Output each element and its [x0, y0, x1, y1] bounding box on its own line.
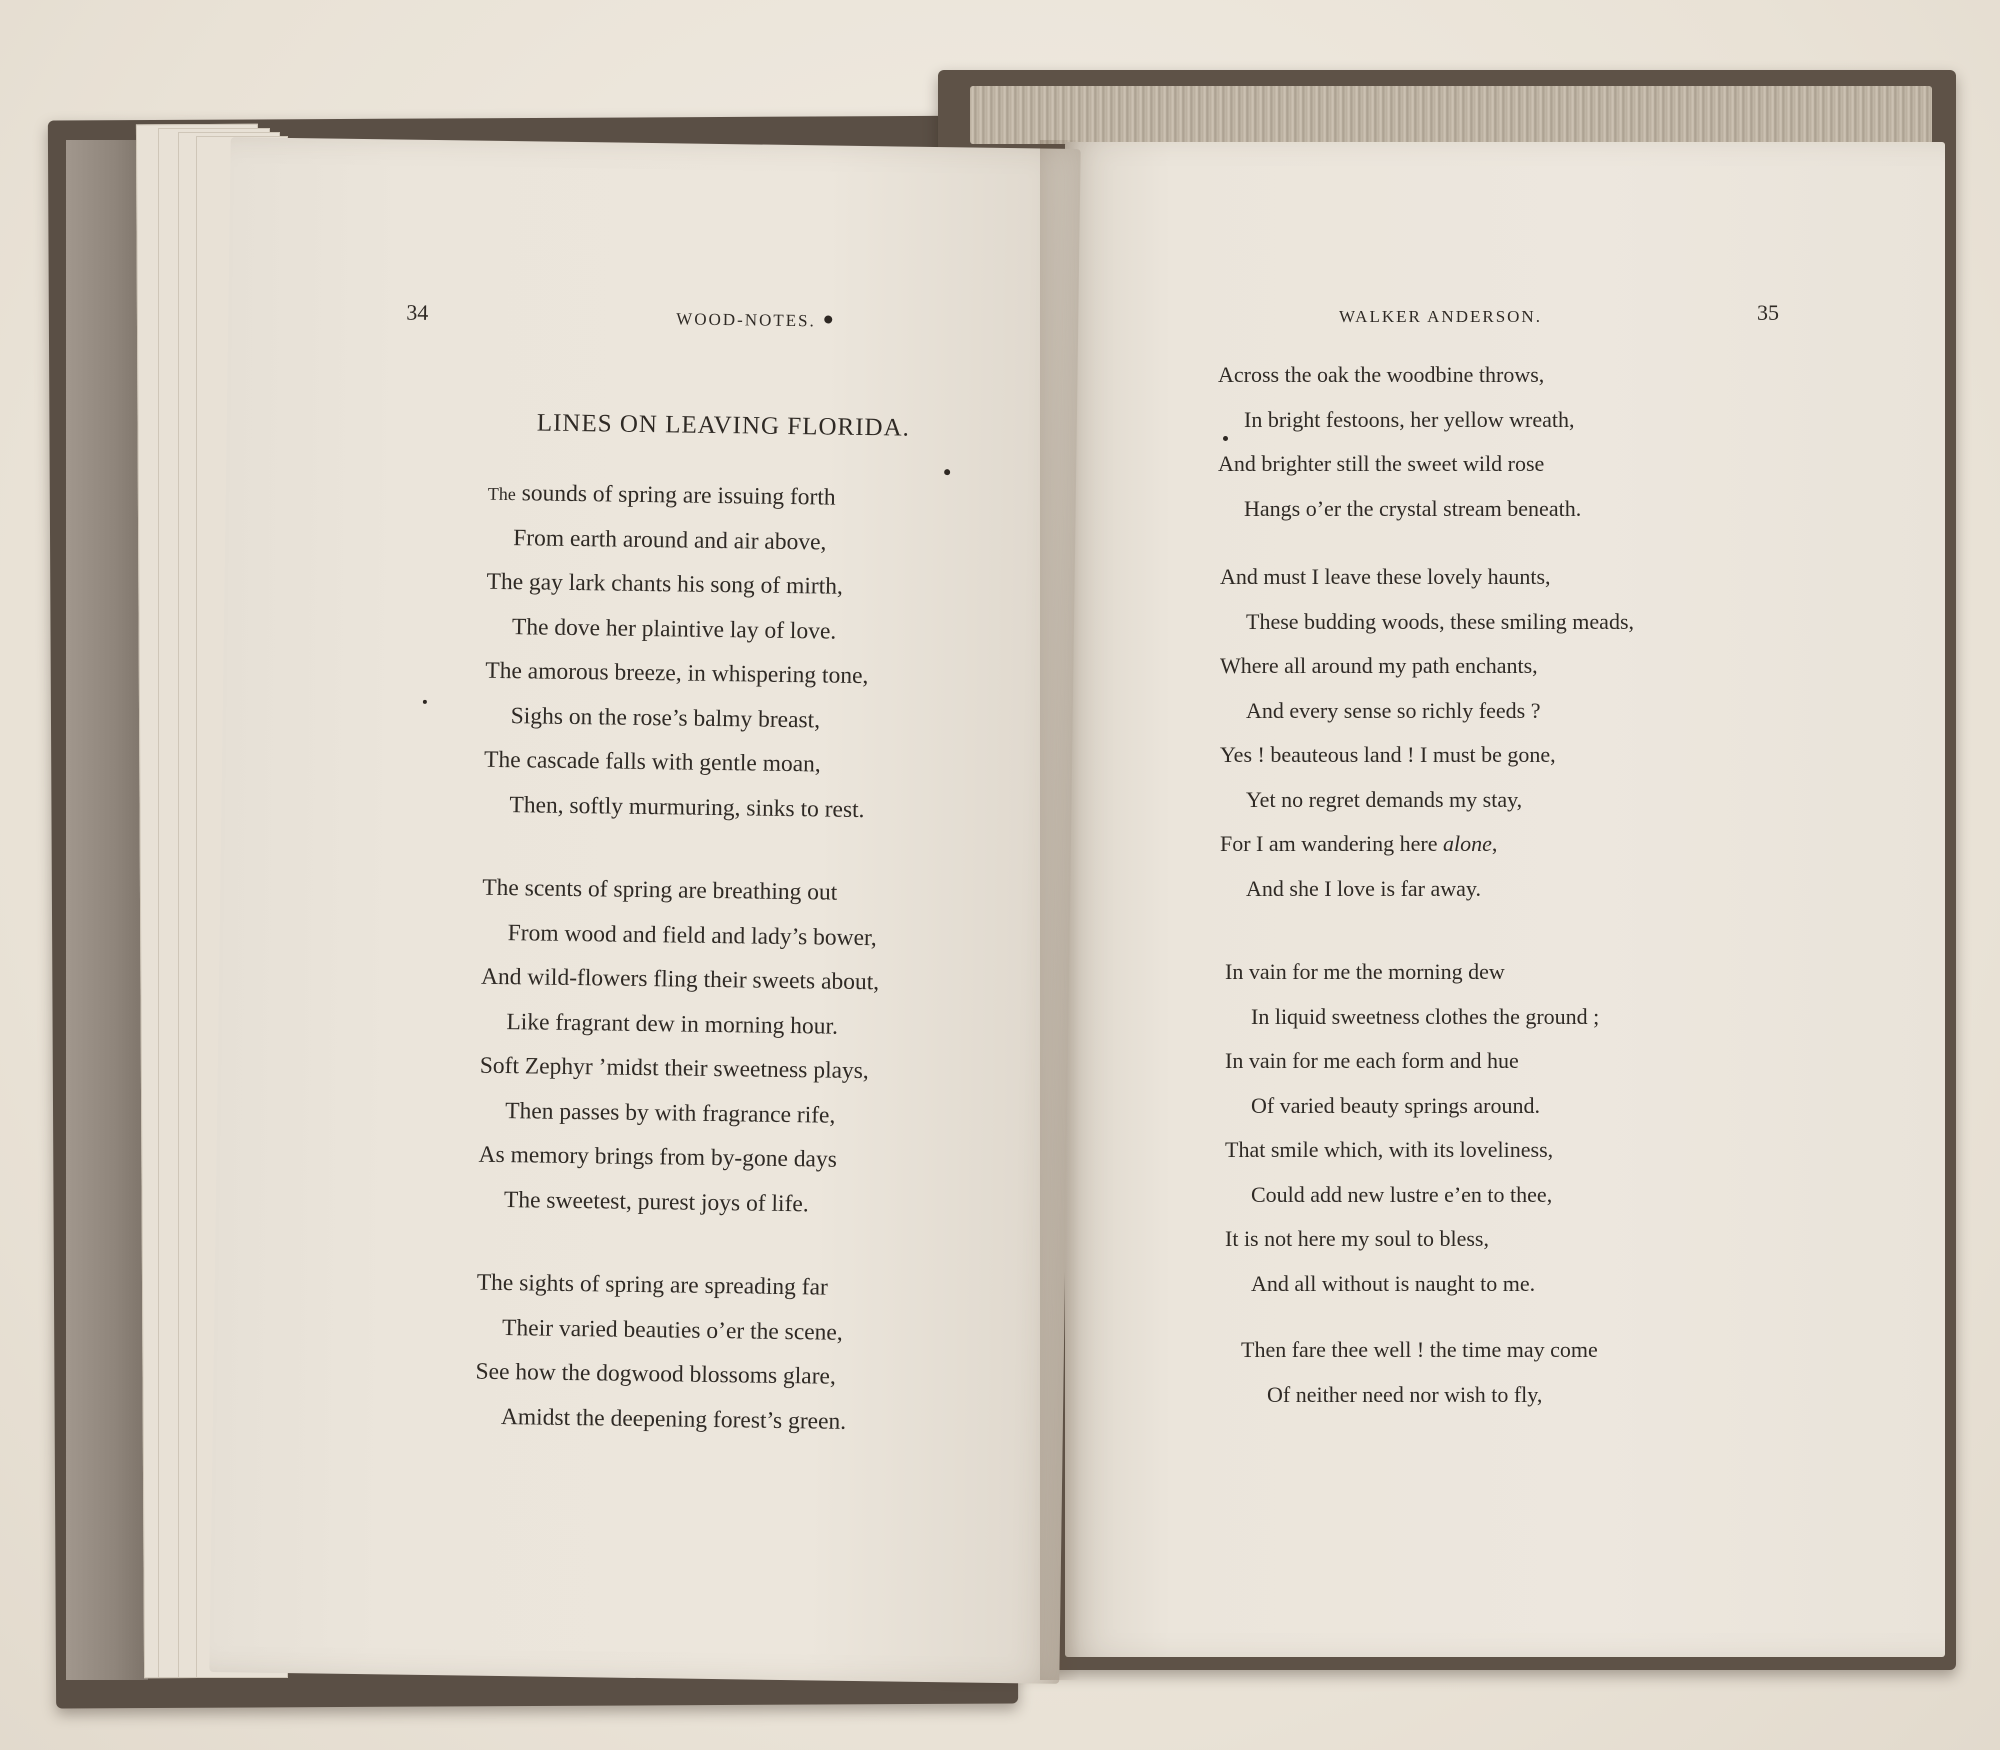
verse-line: Yet no regret demands my stay,: [1246, 786, 1523, 812]
stanza: [475, 1261, 849, 1444]
verse-line: Where all around my path enchants,: [1220, 653, 1538, 678]
verse-line: And all without is naught to me.: [1251, 1270, 1536, 1296]
verse-line: And she I love is far away.: [1246, 875, 1481, 901]
running-head: WALKER ANDERSON.: [1339, 307, 1542, 326]
ink-speck: [1223, 436, 1228, 441]
verse-line: And must I leave these lovely haunts,: [1220, 564, 1551, 589]
verse-line: The scents of spring are breathing out: [482, 874, 838, 906]
verse-line: Yes ! beauteous land ! I must be gone,: [1220, 742, 1556, 767]
verse-line: Then, softly murmuring, sinks to rest.: [509, 791, 865, 823]
verse-line: The sights of spring are spreading far: [476, 1269, 829, 1301]
verse-line: In liquid sweetness clothes the ground ;: [1251, 1003, 1600, 1029]
poem-title: LINES ON LEAVING FLORIDA.: [536, 409, 911, 442]
verse-line: [1220, 831, 1634, 876]
verse-line: In bright festoons, her yellow wreath,: [1244, 406, 1575, 432]
stanza: [1225, 959, 1599, 1315]
left-cover-lining: [66, 140, 148, 1680]
verse-line: These budding woods, these smiling meads,: [1246, 608, 1635, 634]
verse-line: From earth around and air above,: [513, 524, 827, 555]
verse-line: [488, 471, 872, 521]
verse-line: The sweetest, purest joys of life.: [503, 1186, 809, 1217]
verse-line: Then passes by with fragrance rife,: [505, 1097, 836, 1129]
page-head-edge: [970, 86, 1932, 144]
verse-line: The dove her plaintive lay of love.: [511, 613, 837, 645]
stanza: [1218, 362, 1581, 540]
verse-text: sounds of spring are issuing forth: [515, 480, 836, 511]
verse-line: Amidst the deepening forest’s green.: [500, 1403, 847, 1435]
verse-line: And every sense so richly feeds ?: [1246, 697, 1541, 723]
verse-line: It is not here my soul to bless,: [1225, 1226, 1489, 1251]
verse-line: Their varied beauties o’er the scene,: [501, 1314, 843, 1346]
right-page: [1065, 142, 1945, 1657]
verse-line: Of neither need nor wish to fly,: [1267, 1381, 1543, 1407]
ink-speck: [944, 469, 950, 475]
verse-line: The gay lark chants his song of mirth,: [486, 568, 844, 600]
small-caps-word: The: [487, 483, 516, 505]
running-head: WOOD-NOTES.: [676, 309, 816, 331]
verse-line: In vain for me each form and hue: [1225, 1048, 1519, 1073]
verse-line: See how the dogwood blossoms glare,: [475, 1358, 836, 1390]
stanza: [483, 471, 871, 832]
verse-line: Then fare thee well ! the time may come: [1241, 1337, 1598, 1362]
stanza: [1220, 564, 1634, 920]
verse-line: The cascade falls with gentle moan,: [483, 746, 821, 778]
verse-line: The amorous breeze, in whispering tone,: [485, 657, 869, 690]
verse-line: And brighter still the sweet wild rose: [1218, 451, 1545, 476]
verse-line: In vain for me the morning dew: [1225, 959, 1505, 984]
verse-line: From wood and field and lady’s bower,: [507, 919, 877, 951]
stanza: [1241, 1337, 1598, 1426]
italic-word: alone: [1442, 831, 1492, 856]
book-gutter-shadow: [1040, 140, 1080, 1680]
verse-line: That smile which, with its loveliness,: [1225, 1137, 1554, 1162]
verse-line: Across the oak the woodbine throws,: [1218, 362, 1545, 387]
verse-line: Sighs on the rose’s balmy breast,: [510, 702, 821, 733]
verse-line: Could add new lustre e’en to thee,: [1251, 1181, 1553, 1207]
verse-text: For I am wandering here: [1220, 831, 1443, 856]
verse-line: Of varied beauty springs around.: [1251, 1092, 1540, 1118]
verse-line: Like fragrant dew in morning hour.: [506, 1008, 839, 1040]
verse-line: Soft Zephyr ’midst their sweetness plays,: [479, 1052, 869, 1085]
verse-text: ,: [1491, 831, 1498, 856]
page-number: 35: [1757, 300, 1779, 325]
left-page: [209, 137, 1080, 1684]
page-number: 34: [406, 299, 429, 325]
verse-line: Hangs o’er the crystal stream beneath.: [1244, 495, 1582, 521]
ink-speck: [423, 700, 427, 704]
stanza: [478, 866, 881, 1228]
verse-line: And wild-flowers fling their sweets about,: [480, 963, 880, 996]
ink-speck: [824, 315, 832, 323]
verse-line: As memory brings from by-gone days: [478, 1141, 838, 1173]
